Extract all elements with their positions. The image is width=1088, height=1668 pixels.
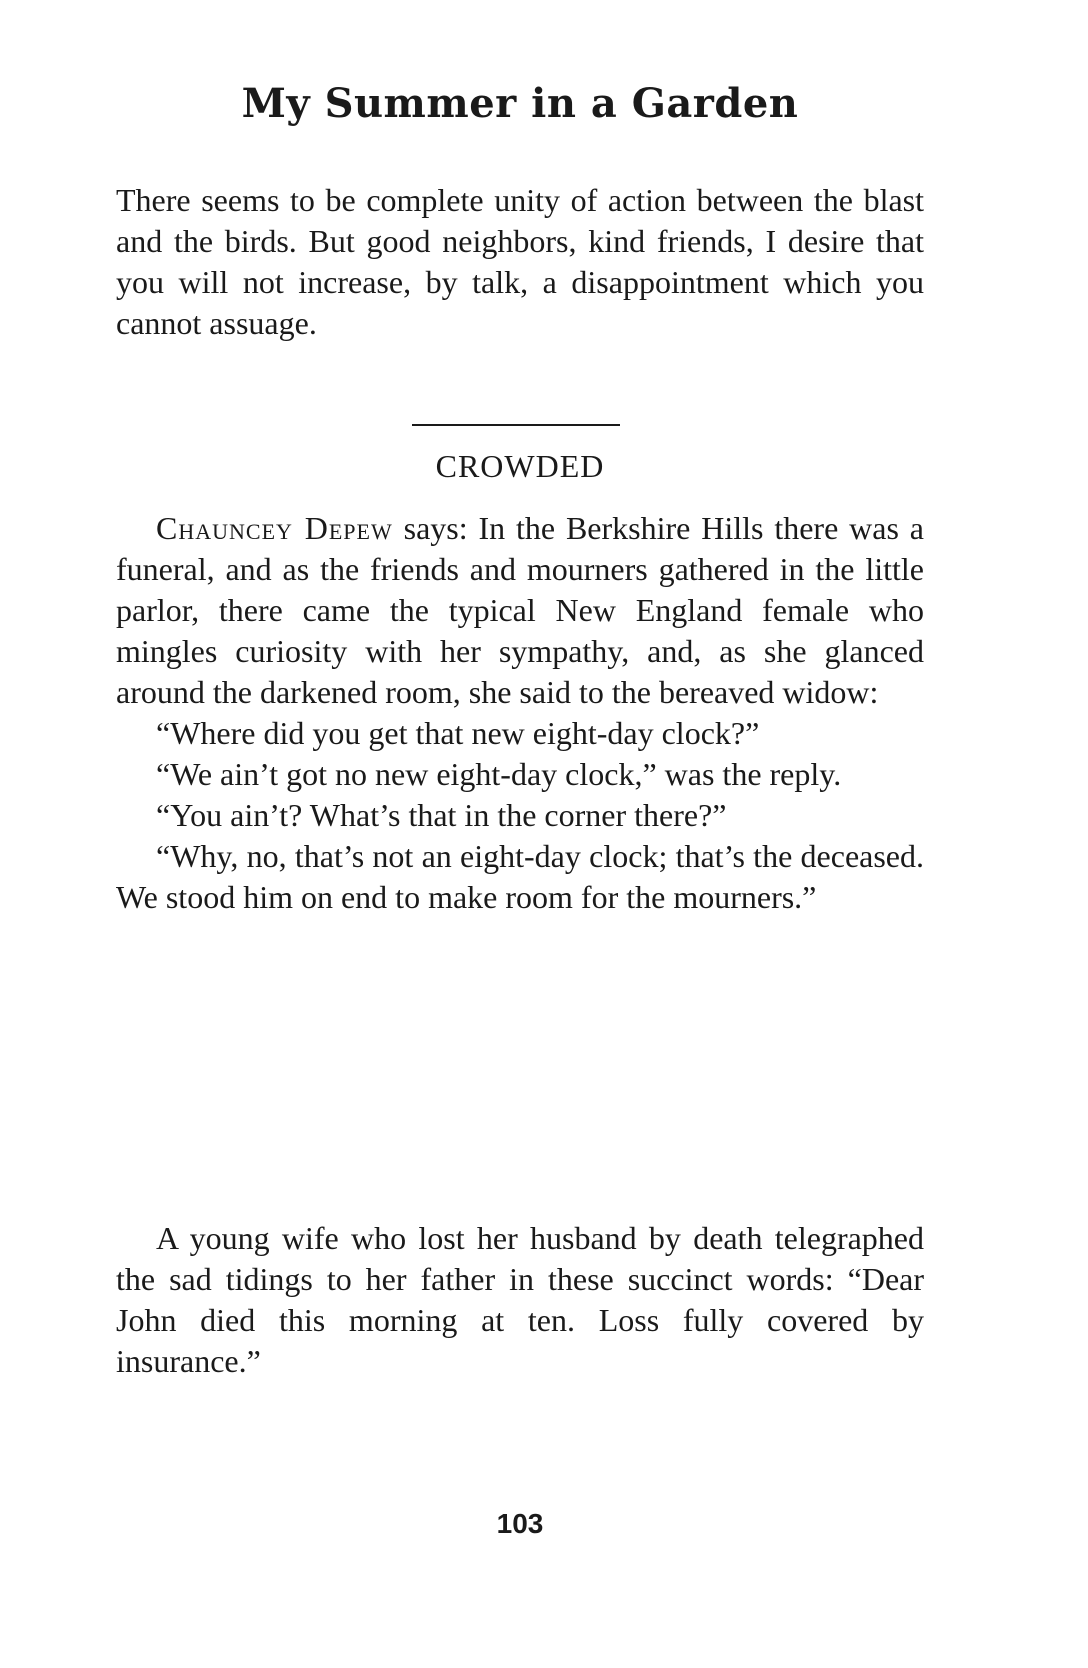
section-divider-rule [412,424,620,426]
dialogue-line: “You ain’t? What’s that in the corner there?” [156,797,727,833]
dialogue-line: “We ain’t got no new eight-day clock,” was the reply. [156,756,842,792]
dialogue-line: “Where did you get that new eight-day clock?” [156,715,760,751]
dialogue-line: “Why, no, that’s not an eight-day clock; that’s the deceased. We stood him on end to make room for the mourners.” [116,838,924,915]
opening-paragraph-block [116,180,924,344]
telegram-paragraph: A young wife who lost her husband by death telegraphed the sad tidings to her father in these succinct words: “Dear John died this morning at ten. Loss fully covered by insurance.” [116,1220,924,1379]
story-intro-paragraph [116,508,924,713]
story-crowded [116,508,924,918]
author-name: Chauncey Depew [156,510,393,546]
section-title: CROWDED [435,448,605,484]
running-head: My Summer in a Garden [241,80,799,127]
author-says-text: says: In the Berkshire Hills there was a funeral, and as the friends and mourners gathered in the little parlor, there came the typical New England female who mingles curiosity with her sympathy, and, as she glanced around the darkened room, she said to the bereaved widow: [116,510,924,710]
story-telegram [116,1218,924,1382]
page-number: 103 [496,1508,544,1539]
opening-paragraph: There seems to be complete unity of action between the blast and the birds. But good neighbors, kind friends, I desire that you will not increase, by talk, a disappointment which you cannot assuage. [116,182,924,341]
